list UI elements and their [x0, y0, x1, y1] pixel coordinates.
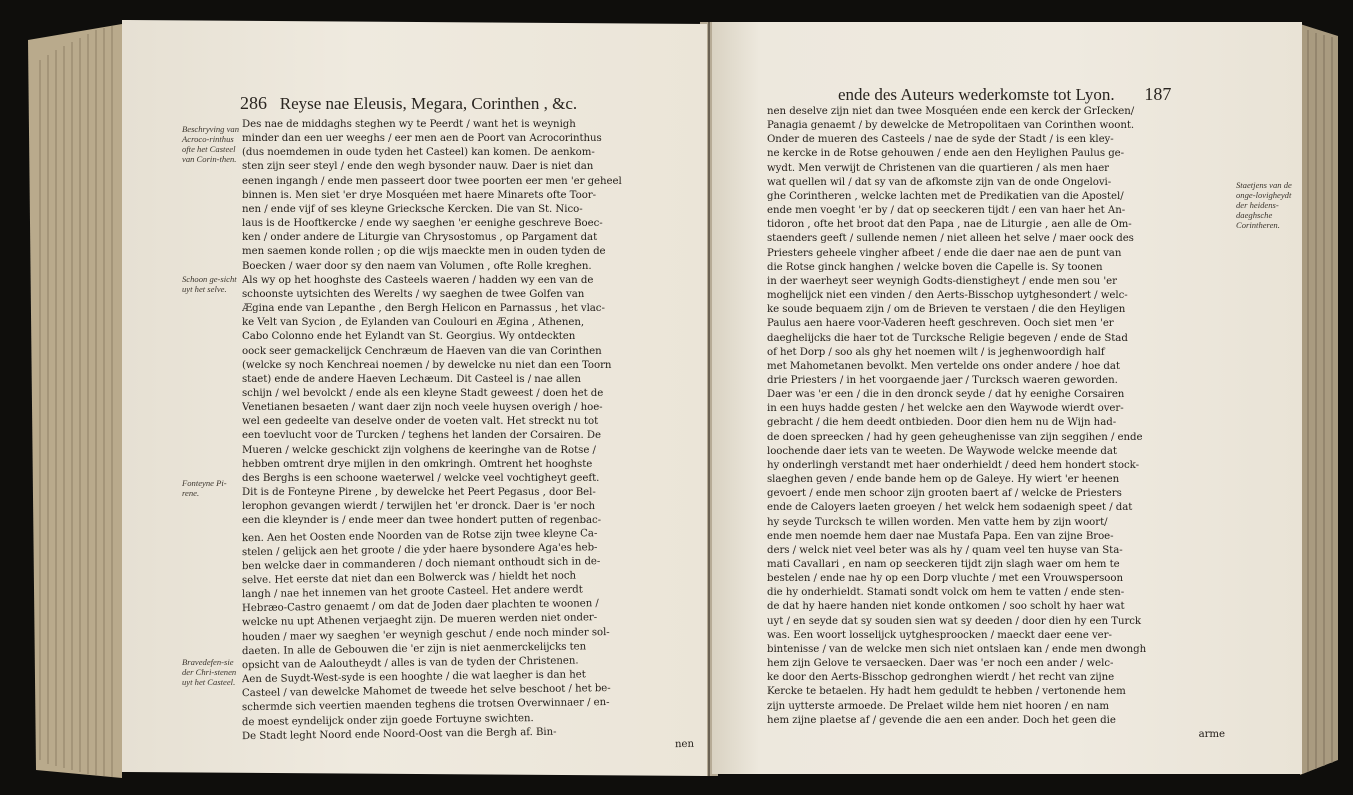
text-line: de dat hy haere handen niet konde ontkomen / soo scholt hy haer wat — [767, 601, 1125, 613]
catchword: nen — [674, 738, 695, 750]
text-line: Des nae de middaghs steghen wy te Peerdt / want het is weynigh — [242, 119, 576, 130]
text-line: tidoron , ofte het broot dat den Papa , nae de Liturgie , aen alle de Om- — [767, 219, 1132, 231]
text-line: bestelen / ende nae hy op een Dorp vluchte / met een Vrouwspersoon — [767, 573, 1123, 585]
text-line: hy onderlingh verstandt met haer onderhieldt / deed hem hondert stock- — [767, 459, 1140, 471]
text-line: ne kercke in de Rotse gehouwen / ende aen den Heylighen Paulus ge- — [767, 148, 1125, 160]
margin-note: Staetjens van de onge-lovigheydt der heidens-daeghsche Corintheren. — [1236, 180, 1292, 230]
text-line: Priesters geheele vingher afbeet / ende die daer nae aen de punt van — [767, 247, 1122, 259]
text-line: ke Velt van Sycion , de Eylanden van Coulouri en Ægina , Athenen, — [242, 317, 585, 329]
text-line: gevoert / ende men schoor zijn grooten baert af / welcke de Priesters — [767, 488, 1122, 500]
text-line: gebracht / die hem deedt ontbieden. Door dien hem nu de Wijn had- — [767, 417, 1117, 429]
text-line: in een huys hadde gesten / het welcke aen den Waywode wierdt over- — [767, 403, 1124, 415]
text-line: wel een gedeelte van deselve onder de voeten valt. Het streckt nu tot — [242, 416, 599, 428]
text-line: Daer was 'er een / die in den dronck seyde / dat hy eenighe Corsairen — [767, 389, 1125, 401]
left-running-head — [240, 93, 577, 114]
text-line: Boecken / waer door sy den naem van Volumen , ofte Rolle kreghen. — [242, 260, 592, 272]
text-line: slaeghen geven / ende bande hem op de Galeye. Hy wiert 'er heenen — [767, 474, 1120, 486]
left-text-column — [242, 118, 694, 755]
text-line: ghe Corintheren , welcke lachten met de Predikatien van die Apostel/ — [767, 190, 1124, 202]
text-line: met Mahometanen bevolkt. Men vertelde ons onder andere / hoe dat — [767, 360, 1120, 372]
text-line: uyt / en seyde dat sy souden sien wat sy deeden / door dien hy een Turck — [767, 615, 1142, 627]
text-line: in der waerheyt seer weynigh Godts-dienstigheyt / ende men sou 'er — [767, 275, 1117, 287]
text-line: moghelijck niet een vinden / den Aerts-Bisschop uytghesondert / welc- — [767, 290, 1128, 302]
text-line: loochende daer iets van te weeten. De Waywode welcke meende dat — [767, 445, 1117, 457]
text-line: minder dan een uer weeghs / eer men aen de Poort van Acrocorinthus — [242, 133, 602, 145]
text-line: laus is de Hooftkercke / ende wy saeghen 'er eenighe geschreve Boec- — [242, 218, 603, 230]
text-line: men saemen konde rollen ; op die wijs maeckte men in ouden tyden de — [242, 246, 606, 258]
text-line: sten zijn seer steyl / ende den wegh bysonder nauw. Daer is niet dan — [242, 161, 594, 173]
text-line: ke door den Aerts-Bisschop gedronghen wierdt / het recht van zijne — [767, 672, 1115, 684]
text-line: Kercke te betaelen. Hy hadt hem geduldt te hebben / vertonende hem — [767, 686, 1126, 698]
text-line: hem zijn Gelove te versaecken. Daer was 'er noch een ander / welc- — [767, 658, 1114, 670]
text-line: Casteel / van dewelcke Mahomet de tweede het selve beschoot / het be- — [241, 683, 611, 700]
right-page-number: 187 — [1144, 84, 1172, 104]
text-line: drie Priesters / in het voorgaende jaer / Turcksch waeren geworden. — [767, 374, 1118, 386]
text-line: zijn uytterste armoede. De Prelaet wilde hem niet hooren / en nam — [767, 700, 1110, 712]
text-line: ende men voeght 'er by / dat op seeckeren tijdt / een van haer het An- — [767, 205, 1126, 217]
text-line: hebben omtrent drye mijlen in den omkringh. Omtrent het hooghste — [242, 458, 593, 470]
catchword: arme — [1198, 728, 1225, 740]
text-line: selve. Het eerste dat niet dan een Bolwerck was / hieldt het noch — [241, 570, 577, 587]
text-line: wydt. Men verwijt de Christenen van die quartieren / als men haer — [767, 162, 1109, 174]
text-line: ken / onder andere de Liturgie van Chrysostomus , op Pargament dat — [242, 232, 598, 244]
text-line: opsicht van de Aaloutheydt / alles is van de tyden der Christenen. — [241, 655, 579, 672]
text-line: Als wy op het hooghste des Casteels waeren / hadden wy een van de — [242, 274, 594, 286]
text-line: was. Een woort losselijck uytghesproocken / maeckt daer eene ver- — [767, 629, 1112, 641]
text-line: Venetianen besaeten / want daer zijn noch veele huysen overigh / hoe- — [242, 402, 603, 414]
text-line: mati Cavallari , en nam op seeckeren tijdt zijn slagh waer om hem te — [767, 559, 1120, 570]
text-line: welcke nu upt Athenen verjaeght zijn. De mueren werden niet onder- — [241, 612, 598, 629]
right-running-head-text: ende des Auteurs wederkomste tot Lyon. — [838, 85, 1115, 104]
text-line: wat quellen wil / dat sy van de afkomste zijn van de onde Ongelovi- — [767, 176, 1112, 188]
text-line: houden / maer wy saeghen 'er weynigh geschut / ende noch minder sol- — [241, 626, 610, 643]
text-line: nen / ende vijf of ses kleyne Griecksche Kercken. Die van St. Nico- — [242, 203, 583, 215]
text-line: De Stadt leght Noord ende Noord-Oost van die Bergh af. Bin- — [241, 726, 557, 742]
text-line: Onder de mueren des Casteels / nae de syde der Stadt / is een kley- — [767, 134, 1114, 146]
text-line: ende de Caloyers laeten groeyen / het welck hem sodaenigh speet / dat — [767, 502, 1133, 514]
text-line: of het Dorp / soo als ghy het noemen wilt / is jeghenwoordigh half — [767, 346, 1105, 358]
margin-note: Beschryving van Acroco-rinthus ofte het Casteel van Corin-then. — [182, 124, 240, 164]
text-line: oock seer gemackelijck Cenchræum de Haeven van die van Corinthen — [242, 345, 602, 357]
right-text-column — [767, 105, 1225, 742]
text-line: schoonste uytsichten des Werelts / wy saeghen de twee Golfen van — [242, 288, 585, 300]
left-running-head-text: Reyse nae Eleusis, Megara, Corinthen , &c. — [279, 94, 578, 113]
text-line: hy seyde Turcksch te willen worden. Men vatte hem by zijn woort/ — [767, 516, 1108, 528]
text-line: daeghelijcks die haer tot de Turcksche Religie begeven / ende de Stad — [767, 332, 1128, 344]
text-line: de moest eyndelijck onder zijn goede Fortuyne swichten. — [241, 712, 534, 728]
margin-note: Bravedefen-sie der Chri-stenen uyt het Casteel. — [182, 657, 237, 687]
right-running-head — [838, 84, 1171, 105]
text-line: staet) ende de andere Haeven Lechæum. Dit Casteel is / nae allen — [242, 373, 581, 385]
margin-note: Schoon ge-sicht uyt het selve. — [182, 274, 237, 294]
text-line: des Berghs is een schoone waeterwel / welcke veel vochtigheyt geeft. — [242, 472, 600, 484]
text-line: Aen de Suydt-West-syde is een hooghte / die wat laegher is dan het — [241, 669, 586, 686]
text-line: hem zijne plaetse af / gevende die aen een ander. Doch het geen die — [767, 714, 1116, 726]
text-line: eenen ingangh / ende men passeert door twee poorten eer men 'er geheel — [242, 175, 622, 187]
text-line: langh / nae het innemen van het groote Casteel. Het andere werdt — [241, 584, 583, 601]
text-line: die Rotse ginck hanghen / welcke boven die Capelle is. Sy toonen — [767, 261, 1103, 273]
text-line: lerophon gevangen wierdt / terwijlen het 'er dronck. Daer is 'er noch — [242, 501, 596, 513]
text-line: een toevlucht voor de Turcken / teghens het landen der Corsairen. De — [242, 430, 601, 442]
text-line: Ægina ende van Lepanthe , den Bergh Helicon en Parnassus , het vlac- — [242, 303, 605, 315]
text-line: bintenisse / van de welcke men sich niet ontslaen kan / ende men dwongh — [767, 643, 1147, 655]
text-line: ende men noemde hem daer nae Mustafa Papa. Een van zijne Broe- — [767, 530, 1114, 542]
left-page-number: 286 — [240, 93, 267, 113]
text-line: ke soude bequaem zijn / om de Brieven te verstaen / die den Heyligen — [767, 304, 1126, 316]
text-line: (dus noemdemen in oude tyden het Casteel) kan komen. De aenkom- — [242, 147, 595, 159]
text-line: die hy onderhieldt. Stamati sondt volck om hem te vatten / ende sten- — [767, 587, 1125, 599]
margin-note: Fonteyne Pi-rene. — [182, 478, 227, 498]
text-line: de doen spreecken / had hy geen geheughenisse van zijn seggihen / ende — [767, 431, 1143, 443]
text-line: Hebræo-Castro genaemt / om dat de Joden daer plachten te woonen / — [241, 598, 599, 615]
text-line: staenders geeft / sullende nemen / niet alleen het selve / maer oock des — [767, 233, 1134, 245]
text-line: Cabo Colonno ende het Eylandt van St. Georgius. Wy ontdeckten — [242, 331, 576, 343]
text-line: ken. Aen het Oosten ende Noorden van de Rotse zijn twee kleyne Ca- — [241, 527, 598, 544]
text-line: nen deselve zijn niet dan twee Mosquéen ende een kerck der GrIecken/ — [767, 106, 1135, 117]
text-line: schijn / wel bevolckt / ende als een kleyne Stadt geweest / doen het de — [242, 387, 604, 399]
text-line: ders / welck niet veel beter was als hy / quam veel ten huyse van Sta- — [767, 544, 1123, 556]
text-line: (welcke sy noch Kenchreai noemen / by dewelcke nu niet dan een Toorn — [242, 359, 612, 371]
text-line: Paulus aen haere voor-Vaderen heeft geschreven. Ooch siet men 'er — [767, 318, 1114, 330]
text-line: Panagia genaemt / by dewelcke de Metropolitaen van Corinthen woont. — [767, 120, 1135, 132]
text-line: stelen / gelijck aen het groote / die yder haere bysondere Aga'es heb- — [241, 541, 598, 558]
text-line: schermde sich veertien maenden teghens die trotsen Overwinnaer / en- — [241, 697, 610, 714]
text-line: Mueren / welcke geschickt zijn volghens de keeringhe van de Rotse / — [242, 444, 596, 456]
text-line: binnen is. Men siet 'er drye Mosquéen met haere Minarets ofte Toor- — [242, 189, 596, 201]
text-line: Dit is de Fonteyne Pirene , by dewelcke het Peert Pegasus , door Bel- — [242, 487, 596, 499]
text-line: een die kleynder is / ende meer dan twee hondert putten of regenbac- — [242, 515, 602, 527]
text-line: ben welcke daer in commanderen / doch niemant onthoudt sich in de- — [241, 555, 601, 572]
text-line: daeten. In alle de Gebouwen die 'er zijn is niet aenmerckelijcks ten — [241, 641, 587, 657]
